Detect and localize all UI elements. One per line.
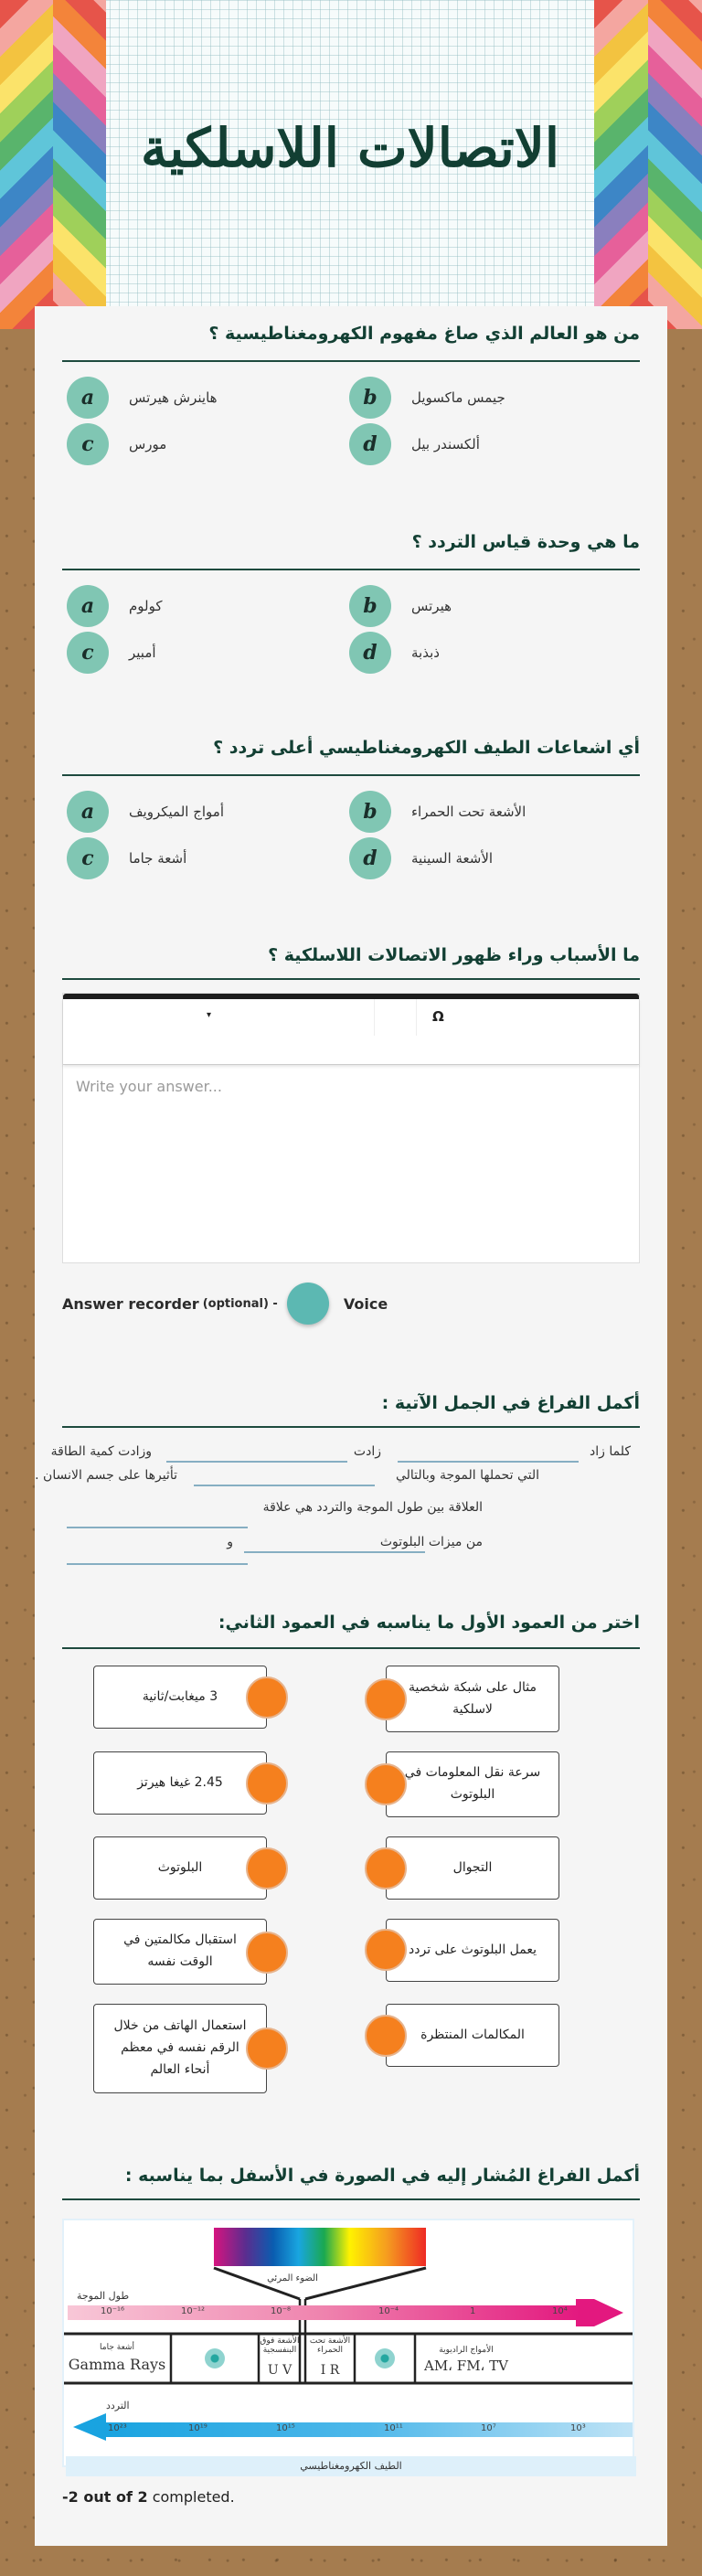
question-title: أكمل الفراغ في الجمل الآتية : xyxy=(381,1393,640,1413)
ir-ar-label: الأشعة تحت الحمراء xyxy=(309,2336,351,2355)
option-a[interactable] xyxy=(67,585,163,627)
toolbar-separator xyxy=(374,999,375,1036)
option-text: الأشعة السينية xyxy=(411,850,494,867)
wavelength-tick: 1 xyxy=(470,2306,476,2316)
format-dropdown-chevron-down-icon[interactable]: ▾ xyxy=(207,1010,212,1020)
match-connector-dot[interactable] xyxy=(246,2028,288,2070)
blank-input-3[interactable] xyxy=(194,1466,375,1486)
wavelength-tick: 10⁴ xyxy=(552,2306,568,2316)
question-title: أكمل الفراغ المُشار إليه في الصورة في الأسفل بما يناسبه : xyxy=(124,2166,640,2186)
blank-input-1[interactable] xyxy=(398,1442,579,1463)
wavelength-tick: 10⁻⁸ xyxy=(271,2306,292,2316)
answer-recorder xyxy=(62,1283,640,1324)
match-item-left-5[interactable]: استعمال الهاتف من خلال الرقم نفسه في معظم أنحاء العالم xyxy=(93,2004,267,2093)
divider xyxy=(62,569,640,570)
match-connector-dot[interactable] xyxy=(365,1929,407,1971)
option-a[interactable] xyxy=(67,791,224,833)
question-title: اختر من العمود الأول ما يناسبه في العمود الثاني: xyxy=(218,1613,640,1633)
radio-ar-label: الأمواج الراديوية xyxy=(439,2346,494,2355)
option-text: ذبذبة xyxy=(411,644,440,661)
option-text: كولوم xyxy=(129,598,163,614)
option-d[interactable] xyxy=(349,632,440,674)
question-3 xyxy=(62,734,640,891)
option-b[interactable] xyxy=(349,377,505,419)
option-b[interactable] xyxy=(349,791,526,833)
gamma-ar-label: أشعة جاما xyxy=(100,2343,134,2352)
match-item-right-4[interactable]: يعمل البلوتوث على تردد xyxy=(386,1919,559,1982)
divider xyxy=(62,774,640,776)
question-title: ما هي وحدة قياس التردد ؟ xyxy=(411,532,640,552)
match-connector-dot[interactable] xyxy=(365,1847,407,1889)
spectrum-figure-wrapper xyxy=(62,2219,640,2484)
frequency-tick: 10²³ xyxy=(108,2423,127,2433)
question-title: أي اشعاعات الطيف الكهرومغناطيسي أعلى تردد ؟ xyxy=(213,738,640,758)
frequency-tick: 10⁷ xyxy=(481,2423,496,2433)
fill-in-blanks-body xyxy=(35,1444,640,1581)
blank-input-6[interactable] xyxy=(67,1545,248,1565)
option-badge: b xyxy=(349,377,391,419)
match-connector-dot[interactable] xyxy=(365,1763,407,1805)
match-connector-dot[interactable] xyxy=(365,2015,407,2057)
match-item-right-3[interactable]: التجوال xyxy=(386,1836,559,1900)
option-text: ألكسندر بيل xyxy=(411,436,480,452)
frequency-tick: 10¹⁵ xyxy=(276,2423,295,2433)
option-badge: d xyxy=(349,423,391,465)
wavelength-arrow xyxy=(68,2305,580,2320)
sentence-text: وزادت كمية الطاقة xyxy=(50,1444,152,1459)
divider xyxy=(62,1426,640,1428)
match-item-left-1[interactable]: 3 ميغابت/ثانية xyxy=(93,1666,267,1729)
sentence-text: و xyxy=(227,1535,233,1549)
sentence-text: التي تحملها الموجة وبالتالي xyxy=(395,1468,539,1483)
match-connector-dot[interactable] xyxy=(246,1932,288,1974)
option-badge: d xyxy=(349,632,391,674)
completion-status xyxy=(62,2488,235,2506)
recorder-optional-label: (optional) - xyxy=(202,1296,278,1311)
divider xyxy=(62,2198,640,2200)
option-badge: a xyxy=(67,791,109,833)
blank-input-2[interactable] xyxy=(166,1442,347,1463)
editor-toolbar xyxy=(63,999,639,1065)
frequency-tick: 10¹⁹ xyxy=(188,2423,207,2433)
question-title: ما الأسباب وراء ظهور الاتصالات اللاسلكية ؟ xyxy=(268,945,640,965)
sentence-text: من ميزات البلوتوث xyxy=(379,1535,483,1549)
uv-ar-label: الأشعة فوق البنفسجية xyxy=(260,2336,300,2355)
chevron-pattern-left xyxy=(0,0,106,329)
option-c[interactable] xyxy=(67,632,156,674)
fill-in-blanks-question xyxy=(35,1389,640,1581)
option-text: أشعة جاما xyxy=(129,850,187,867)
option-badge: a xyxy=(67,585,109,627)
option-text: هاينرش هيرتس xyxy=(129,389,218,406)
divider xyxy=(62,360,640,362)
option-d[interactable] xyxy=(349,837,493,879)
match-item-left-3[interactable]: البلوتوث xyxy=(93,1836,267,1900)
matching-columns xyxy=(62,1649,640,2106)
toolbar-separator xyxy=(416,999,417,1036)
option-text: هيرتس xyxy=(411,598,452,614)
options xyxy=(62,791,640,891)
option-badge: d xyxy=(349,837,391,879)
option-badge: b xyxy=(349,791,391,833)
wavelength-tick: 10⁻¹² xyxy=(181,2306,206,2316)
option-badge: c xyxy=(67,423,109,465)
match-connector-dot[interactable] xyxy=(246,1847,288,1889)
match-connector-dot[interactable] xyxy=(365,1678,407,1720)
rich-text-editor xyxy=(62,993,640,1263)
ir-en-label: I R xyxy=(320,2363,340,2378)
uv-en-label: U V xyxy=(267,2363,292,2378)
page-title: الاتصالات اللاسلكية xyxy=(141,117,559,179)
sentence-text: تأثيرها على جسم الانسان . xyxy=(35,1468,177,1483)
completion-suffix: completed. xyxy=(147,2488,235,2506)
wavelength-tick: 10⁻⁴ xyxy=(378,2306,399,2316)
voice-label: Voice xyxy=(343,1294,388,1313)
option-badge: c xyxy=(67,837,109,879)
voice-record-button[interactable] xyxy=(287,1283,329,1325)
visible-light-label: الضوء المرئي xyxy=(267,2273,318,2283)
option-text: جيمس ماكسويل xyxy=(411,389,505,406)
electromagnetic-spectrum-diagram xyxy=(62,2219,634,2472)
option-badge: c xyxy=(67,632,109,674)
option-a[interactable] xyxy=(67,377,218,419)
option-text: الأشعة تحت الحمراء xyxy=(411,804,526,820)
special-character-omega-icon[interactable]: Ω xyxy=(432,1008,444,1025)
diagram-caption: الطيف الكهرومغناطيسي xyxy=(66,2456,636,2476)
blank-input-5[interactable] xyxy=(244,1533,425,1553)
question-title: من هو العالم الذي صاغ مفهوم الكهرومغناطيسية ؟ xyxy=(208,324,640,344)
match-connector-dot[interactable] xyxy=(246,1762,288,1804)
sentence-text: العلاقة بين طول الموجة والتردد هي علاقة xyxy=(262,1500,483,1515)
frequency-tick: 10¹¹ xyxy=(384,2423,403,2433)
match-item-left-2[interactable]: 2.45 غيغا هيرتز xyxy=(93,1751,267,1815)
option-badge: b xyxy=(349,585,391,627)
option-b[interactable] xyxy=(349,585,452,627)
option-text: أمواج الميكرويف xyxy=(129,804,225,820)
match-item-left-4[interactable]: استقبال مكالمتين في الوقت نفسه xyxy=(93,1919,267,1985)
match-item-right-1[interactable]: مثال على شبكة شخصية لاسلكية xyxy=(386,1666,559,1732)
frequency-label: التردد xyxy=(106,2400,130,2411)
frequency-arrow xyxy=(104,2422,633,2437)
match-item-right-2[interactable]: سرعة نقل المعلومات في البلوتوث xyxy=(386,1751,559,1817)
option-text: مورس xyxy=(129,436,167,452)
chevron-pattern-right xyxy=(594,0,702,329)
option-text: أمبير xyxy=(129,644,156,661)
sentence-text: كلما زاد xyxy=(590,1444,631,1459)
question-1 xyxy=(62,320,640,477)
radio-en-label: AM، FM، TV xyxy=(423,2358,509,2374)
blank-microwave-hotspot[interactable] xyxy=(375,2348,395,2368)
option-c[interactable] xyxy=(67,423,166,465)
gamma-en-label: Gamma Rays xyxy=(68,2356,166,2373)
header-banner xyxy=(0,0,702,329)
option-c[interactable] xyxy=(67,837,186,879)
open-question xyxy=(62,942,640,1324)
blank-input-4[interactable] xyxy=(67,1508,248,1528)
question-2 xyxy=(62,528,640,686)
matching-question xyxy=(62,1609,640,2106)
option-badge: a xyxy=(67,377,109,419)
recorder-label: Answer recorder xyxy=(62,1294,199,1313)
options xyxy=(62,585,640,686)
spectrum-question xyxy=(62,2162,640,2484)
sentence-text: زادت xyxy=(353,1444,381,1459)
match-item-right-5[interactable]: المكالمات المنتظرة xyxy=(386,2004,559,2067)
wavelength-label: طول الموجة xyxy=(77,2290,130,2302)
worksheet-card xyxy=(35,306,667,2546)
wavelength-tick: 10⁻¹⁶ xyxy=(101,2306,125,2316)
options xyxy=(62,377,640,477)
blank-xray-hotspot[interactable] xyxy=(205,2348,225,2368)
option-d[interactable] xyxy=(349,423,480,465)
frequency-tick: 10³ xyxy=(570,2423,586,2433)
completion-count: -2 out of 2 xyxy=(62,2488,148,2506)
divider xyxy=(62,978,640,980)
match-connector-dot[interactable] xyxy=(246,1677,288,1719)
answer-textarea[interactable] xyxy=(63,1065,639,1262)
